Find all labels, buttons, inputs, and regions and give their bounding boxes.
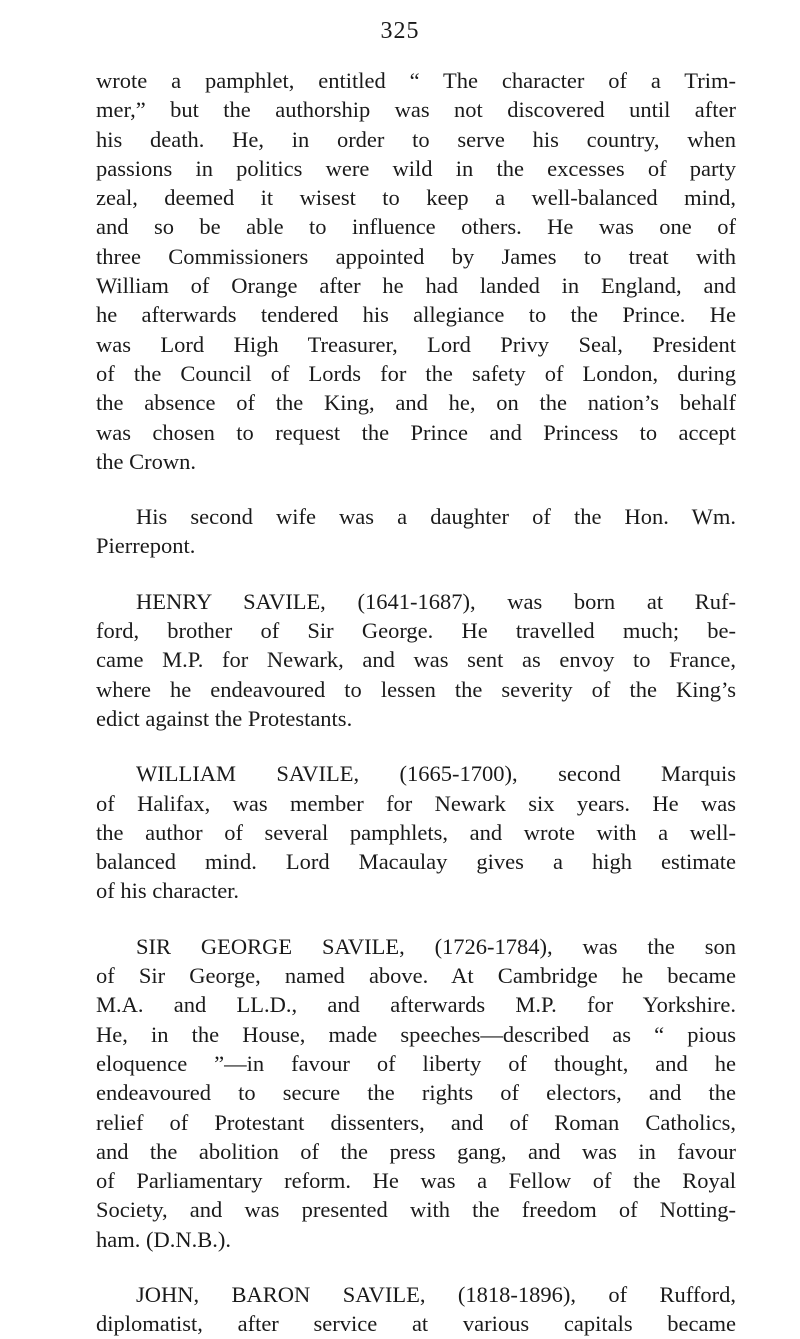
text-line: the absence of the King, and he, on the nation’s behalf [96, 390, 736, 416]
text-line: was Lord High Treasurer, Lord Privy Seal, President [96, 331, 736, 357]
text-line: of his character. [96, 878, 240, 904]
text-line: endeavoured to secure the rights of electors, and the [96, 1080, 736, 1106]
text-line: balanced mind. Lord Macaulay gives a high estimate [96, 849, 736, 875]
text-line: eloquence ”—in favour of liberty of thought, and he [96, 1050, 736, 1076]
text-line: where he endeavoured to lessen the severity of the King’s [96, 676, 736, 702]
text-line: and the abolition of the press gang, and was in favour [96, 1138, 736, 1164]
paragraph-spacer [96, 561, 736, 587]
paragraph-john-baron-savile [96, 1280, 736, 1339]
text-line: of Parliamentary reform. He was a Fellow of the Royal [96, 1168, 736, 1194]
paragraph-sir-george-savile [96, 932, 736, 1254]
text-line: wrote a pamphlet, entitled “ The character of a Trim- [96, 68, 736, 93]
paragraph-spacer [96, 906, 736, 932]
text-line: ham. (D.N.B.). [96, 1226, 231, 1252]
text-line: M.A. and LL.D., and afterwards M.P. for Yorkshire. [96, 992, 736, 1018]
text-line: relief of Protestant dissenters, and of Roman Catholics, [96, 1109, 736, 1135]
paragraph-second-wife [96, 502, 736, 561]
paragraph-spacer [96, 476, 736, 502]
text-line: mer,” but the authorship was not discovered until after [96, 97, 736, 123]
paragraph-spacer [96, 1254, 736, 1280]
paragraph-henry-savile [96, 587, 736, 733]
text-line: of Halifax, was member for Newark six years. He was [96, 790, 736, 816]
text-line: diplomatist, after service at various capitals became [96, 1311, 736, 1337]
text-line: he afterwards tendered his allegiance to the Prince. He [96, 302, 736, 328]
text-line: three Commissioners appointed by James to treat with [96, 243, 736, 269]
text-line: the Crown. [96, 448, 196, 474]
body-text [96, 66, 736, 1339]
text-line: edict against the Protestants. [96, 705, 353, 731]
paragraph-william-savile [96, 759, 736, 905]
paragraph-spacer [96, 733, 736, 759]
text-line: Pierrepont. [96, 533, 196, 559]
text-line: JOHN, BARON SAVILE, (1818-1896), of Rufford, [136, 1281, 736, 1307]
text-line: zeal, deemed it wisest to keep a well-balanced mind, [96, 185, 736, 211]
text-line: WILLIAM SAVILE, (1665-1700), second Marquis [136, 761, 736, 787]
text-line: and so be able to influence others. He was one of [96, 214, 736, 240]
text-line: his death. He, in order to serve his country, when [96, 126, 736, 152]
text-line: His second wife was a daughter of the Hon. Wm. [136, 504, 736, 530]
text-line: William of Orange after he had landed in England, and [96, 273, 736, 299]
text-line: passions in politics were wild in the excesses of party [96, 155, 736, 181]
page-number: 325 [380, 18, 420, 44]
text-line: ford, brother of Sir George. He travelled much; be- [96, 618, 736, 644]
text-line: of the Council of Lords for the safety of London, during [96, 360, 736, 386]
text-line: He, in the House, made speeches—described as “ pious [96, 1021, 736, 1047]
text-line: was chosen to request the Prince and Princess to accept [96, 419, 736, 445]
paragraph-continuation [96, 66, 736, 476]
text-line: Society, and was presented with the freedom of Notting- [96, 1197, 736, 1223]
text-line: SIR GEORGE SAVILE, (1726-1784), was the son [136, 933, 736, 959]
text-line: came M.P. for Newark, and was sent as envoy to France, [96, 647, 736, 673]
text-line: of Sir George, named above. At Cambridge he became [96, 963, 736, 989]
text-line: HENRY SAVILE, (1641-1687), was born at Ruf- [136, 588, 736, 614]
text-line: the author of several pamphlets, and wrote with a well- [96, 819, 736, 845]
